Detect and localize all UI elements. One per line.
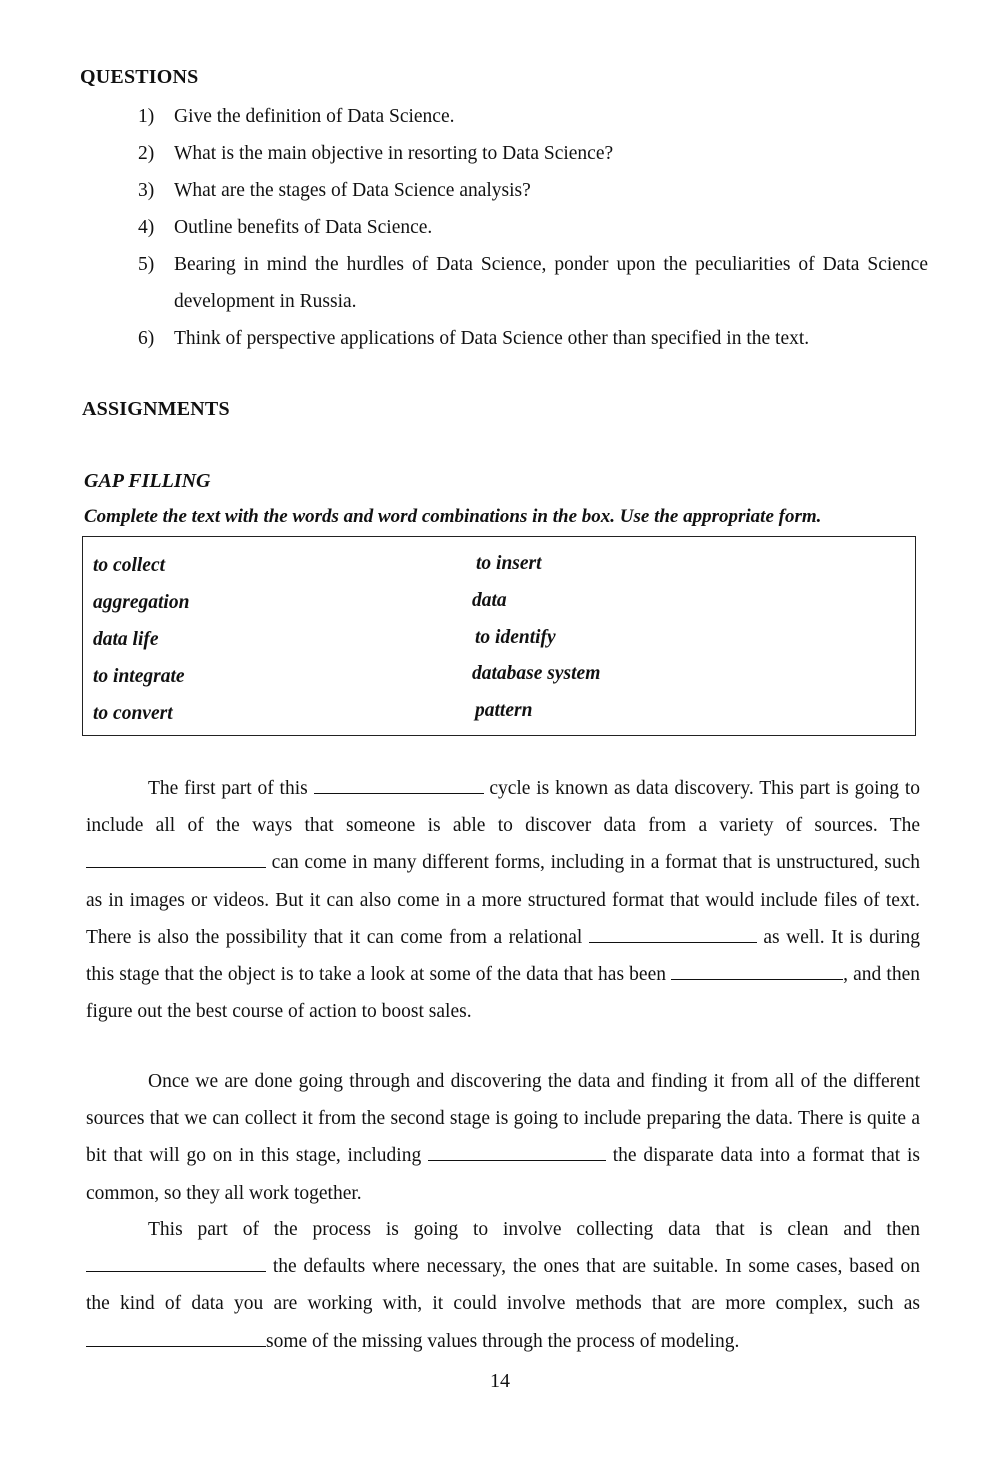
question-text: Give the definition of Data Science. — [174, 106, 455, 127]
word-option: to insert — [476, 553, 542, 574]
question-text: What is the main objective in resorting to Data Science? — [174, 143, 614, 164]
paragraph-text: can come in many different forms, including in a format that is unstructured, such as in images or videos. But it can also come in a more structured format that would include files of text. There is also the possibility that it can come from a relational — [86, 852, 921, 948]
paragraph-text: some of the missing values through the process of modeling. — [266, 1330, 740, 1352]
paragraph-text: as well. It is during this stage that the object is to take a look at some of the data that has been — [86, 926, 920, 986]
question-number: 1) — [138, 106, 155, 127]
word-option: to integrate — [93, 666, 185, 687]
question-number: 6) — [138, 328, 155, 349]
paragraph-1 — [86, 770, 920, 1030]
question-text: Outline benefits of Data Science. — [174, 217, 433, 238]
paragraph-text: the disparate data into a format that is common, so they all work together. — [86, 1145, 920, 1204]
gap-blank[interactable] — [589, 922, 757, 943]
word-option: database system — [472, 663, 601, 684]
word-option: to collect — [93, 555, 166, 576]
word-option: to convert — [93, 703, 173, 724]
gap-blank[interactable] — [86, 1326, 266, 1347]
question-item — [138, 209, 928, 246]
question-item — [138, 135, 928, 172]
gap-blank[interactable] — [428, 1140, 606, 1161]
question-item — [138, 246, 928, 320]
word-option: aggregation — [93, 592, 190, 613]
question-number: 2) — [138, 143, 155, 164]
question-number: 4) — [138, 217, 155, 238]
gap-blank[interactable] — [86, 847, 266, 868]
paragraph-text: the defaults where necessary, the ones that are suitable. In some cases, based on the kind of data you are working with, it could involve methods that are more complex, such as — [86, 1256, 921, 1315]
paragraph-text: This part of the process is going to involve collecting data that is clean and then — [148, 1219, 920, 1240]
instruction: Complete the text with the words and word combinations in the box. Use the appropriate form. — [84, 506, 822, 527]
paragraph-text: cycle is known as data discovery. This part is going to include all of the ways that someone is able to discover data from a variety of sources. The — [86, 778, 920, 837]
question-number: 5) — [138, 254, 155, 275]
question-item — [138, 98, 928, 135]
paragraph-3 — [86, 1211, 920, 1360]
word-option: data — [472, 590, 507, 611]
word-option: to identify — [475, 627, 556, 648]
page-number: 14 — [490, 1370, 510, 1392]
gap-blank[interactable] — [86, 1251, 266, 1272]
question-text: What are the stages of Data Science analysis? — [174, 180, 531, 201]
question-item — [138, 172, 928, 209]
questions-heading: QUESTIONS — [80, 66, 199, 88]
question-number: 3) — [138, 180, 155, 201]
word-box — [82, 536, 916, 736]
paragraph-text: The first part of this — [148, 778, 308, 799]
gap-filling-title: GAP FILLING — [84, 470, 211, 492]
paragraph-text: , and then figure out the best course of action to boost sales. — [86, 964, 921, 1023]
paragraph-text: Once we are done going through and discovering the data and finding it from all of the different sources that we can collect it from the second stage is going to include preparing the data. There is quite a bit that will go on in this stage, including — [86, 1071, 920, 1167]
word-option: data life — [93, 629, 159, 650]
question-item — [138, 320, 928, 357]
question-text: Bearing in mind the hurdles of Data Science, ponder upon the peculiarities of Data Science development in Russia. — [174, 254, 928, 312]
gap-blank[interactable] — [671, 959, 843, 980]
assignments-heading: ASSIGNMENTS — [82, 398, 230, 420]
paragraph-2 — [86, 1063, 920, 1212]
word-option: pattern — [475, 700, 533, 721]
questions-list — [138, 98, 928, 357]
question-text: Think of perspective applications of Data Science other than specified in the text. — [174, 328, 810, 349]
gap-blank[interactable] — [314, 773, 484, 794]
